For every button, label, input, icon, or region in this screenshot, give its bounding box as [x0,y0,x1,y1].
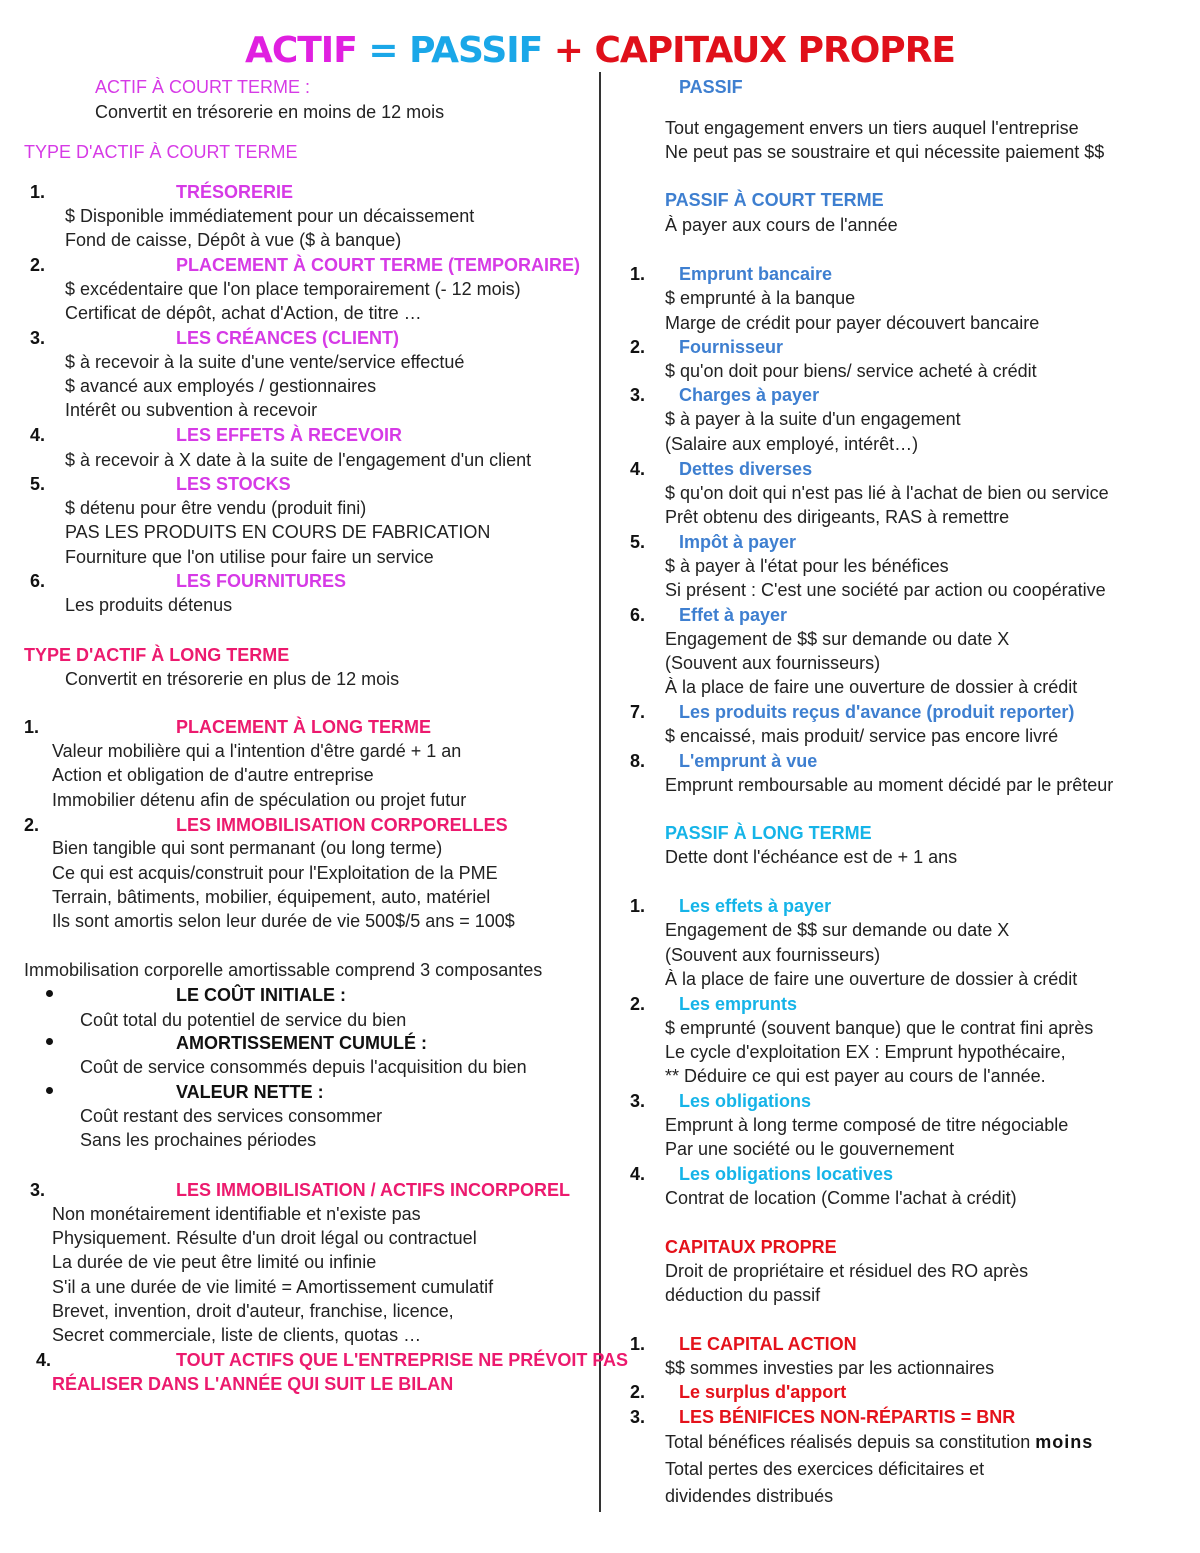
passif-heading: PASSIF [679,77,743,97]
title-equals: = [368,30,398,71]
list-item-line: Valeur mobilière qui a l'intention d'être gardé + 1 an [52,741,462,761]
list-item-title: PLACEMENT À COURT TERME (TEMPORAIRE) [176,255,580,275]
list-item-title: Dettes diverses [679,459,813,479]
passif-lt-heading: PASSIF À LONG TERME [665,823,872,843]
list-item-line: Emprunt à long terme composé de titre négociable [665,1115,1069,1135]
list-item-number: 3. [630,1407,646,1427]
list-item-title: LES EFFETS À RECEVOIR [176,425,403,445]
column-divider [599,72,601,1512]
page-title [0,30,1200,71]
bnr-line: Total pertes des exercices déficitaires et [665,1459,985,1479]
list-item-title: PLACEMENT À LONG TERME [176,717,431,737]
list-item-line: Non monétairement identifiable et n'existe pas [52,1204,421,1224]
list-item-number: 4. [630,459,646,479]
list-item-number: 3. [630,1091,646,1111]
list-item-title: LES FOURNITURES [176,571,347,591]
list-item-title: LES IMMOBILISATION CORPORELLES [176,815,508,835]
list-item-number: 2. [30,255,46,275]
list-item-number: 4. [630,1164,646,1184]
passif-ct-heading: PASSIF À COURT TERME [665,190,884,210]
list-item-line: ** Déduire ce qui est payer au cours de l'année. [665,1066,1046,1086]
list-item-line: $ qu'on doit qui n'est pas lié à l'achat de bien ou service [665,483,1109,503]
list-item-number: 2. [630,994,646,1014]
actif-lt-desc: Convertit en trésorerie en plus de 12 mois [65,669,400,689]
list-item-title: LES STOCKS [176,474,291,494]
list-item-line: Engagement de $$ sur demande ou date X [665,629,1010,649]
list-item-number: 3. [630,385,646,405]
list-item-line: $ à recevoir à X date à la suite de l'engagement d'un client [65,450,532,470]
list-item-line: Secret commerciale, liste de clients, quotas … [52,1325,422,1345]
title-plus: + [553,30,583,71]
list-item-line: Immobilier détenu afin de spéculation ou projet futur [52,790,467,810]
list-item-line: Les produits détenus [65,595,233,615]
list-item-title: Le surplus d'apport [679,1382,847,1402]
list-item-number: 3. [30,328,46,348]
list-item-number: 2. [630,1382,646,1402]
bullet-icon [46,1087,53,1094]
list-item-title: TRÉSORERIE [176,182,294,202]
list-item-title: Impôt à payer [679,532,797,552]
bullet-line: Coût restant des services consommer [80,1106,383,1126]
list-item-line: Le cycle d'exploitation EX : Emprunt hypothécaire, [665,1042,1066,1062]
list-item-number: 6. [30,571,46,591]
list-item-line: $ qu'on doit pour biens/ service acheté à crédit [665,361,1037,381]
list-item-number: 1. [24,717,40,737]
list-item-line: $ excédentaire que l'on place temporairement (- 12 mois) [65,279,521,299]
list-item-line: Prêt obtenu des dirigeants, RAS à remettre [665,507,1010,527]
list-item-line: Fourniture que l'on utilise pour faire un service [65,547,434,567]
list-item-title: Charges à payer [679,385,820,405]
list-item-line: $ détenu pour être vendu (produit fini) [65,498,367,518]
list-item-line: $$ sommes investies par les actionnaires [665,1358,995,1378]
bullet-title: LE COÛT INITIALE : [176,985,346,1005]
bullet-line: Coût de service consommés depuis l'acquisition du bien [80,1057,527,1077]
passif-lt-desc: Dette dont l'échéance est de + 1 ans [665,847,958,867]
list-item-line: Certificat de dépôt, achat d'Action, de titre … [65,303,422,323]
bnr-line-text: Total bénéfices réalisés depuis sa constitution [665,1432,1031,1452]
list-item-title: Les effets à payer [679,896,832,916]
list-item-line: $ emprunté à la banque [665,288,856,308]
immo-intro: Immobilisation corporelle amortissable comprend 3 composantes [24,960,543,980]
list-item-line: Brevet, invention, droit d'auteur, franchise, licence, [52,1301,454,1321]
list-item-line: $ à payer à la suite d'un engagement [665,409,961,429]
list-item-title: LES IMMOBILISATION / ACTIFS INCORPOREL [176,1180,570,1200]
list-item-line: Physiquement. Résulte d'un droit légal ou contractuel [52,1228,477,1248]
bullet-title: VALEUR NETTE : [176,1082,324,1102]
list-item-title: Les emprunts [679,994,798,1014]
list-item-number: 2. [630,337,646,357]
bnr-line [665,1430,1093,1454]
list-item-line: Fond de caisse, Dépôt à vue ($ à banque) [65,230,402,250]
list-item-number: 3. [30,1180,46,1200]
capitaux-heading: CAPITAUX PROPRE [665,1237,837,1257]
bnr-line: dividendes distribués [665,1486,834,1506]
list-item-number: 5. [30,474,46,494]
bullet-line: Sans les prochaines périodes [80,1130,317,1150]
list-item-number: 6. [630,605,646,625]
actif-ct-desc: Convertit en trésorerie en moins de 12 mois [95,102,445,122]
list-item-line: Bien tangible qui sont permanant (ou long terme) [52,838,443,858]
list-item-title: Les obligations [679,1091,812,1111]
list-item-title: TOUT ACTIFS QUE L'ENTREPRISE NE PRÉVOIT PAS [176,1350,628,1370]
capitaux-desc: déduction du passif [665,1285,821,1305]
list-item-line: La durée de vie peut être limité ou infinie [52,1252,377,1272]
actif-ct-heading: ACTIF À COURT TERME : [95,77,311,97]
list-item-line: S'il a une durée de vie limité = Amortissement cumulatif [52,1277,494,1297]
list-item-line: (Souvent aux fournisseurs) [665,653,881,673]
list-item-line: Ce qui est acquis/construit pour l'Exploitation de la PME [52,863,498,883]
bullet-icon [46,990,53,997]
list-item-line: À la place de faire une ouverture de dossier à crédit [665,677,1078,697]
list-item-title: LE CAPITAL ACTION [679,1334,857,1354]
list-item-line: $ emprunté (souvent banque) que le contrat fini après [665,1018,1094,1038]
list-item-line: Action et obligation de d'autre entreprise [52,765,374,785]
list-item-number: 7. [630,702,646,722]
list-item-line: Emprunt remboursable au moment décidé par le prêteur [665,775,1114,795]
list-item-line: $ encaissé, mais produit/ service pas encore livré [665,726,1059,746]
list-item-number: 4. [30,425,46,445]
list-item-number: 1. [630,896,646,916]
list-item-line: PAS LES PRODUITS EN COURS DE FABRICATION [65,522,491,542]
list-item-title: Les obligations locatives [679,1164,894,1184]
actif-ct-type: TYPE D'ACTIF À COURT TERME [24,142,298,162]
bullet-line: Coût total du potentiel de service du bien [80,1010,407,1030]
list-item-line: $ à payer à l'état pour les bénéfices [665,556,949,576]
list-item-line: Si présent : C'est une société par action ou coopérative [665,580,1106,600]
list-item-title: Effet à payer [679,605,788,625]
list-item-number: 2. [24,815,40,835]
list-item-number: 5. [630,532,646,552]
title-capitaux: CAPITAUX PROPRE [594,30,956,71]
list-item-line: $ avancé aux employés / gestionnaires [65,376,377,396]
title-actif: ACTIF [244,30,357,71]
list-item-line: Engagement de $$ sur demande ou date X [665,920,1010,940]
list-item-title: LES BÉNIFICES NON-RÉPARTIS = BNR [679,1407,1016,1427]
list-item-number: 1. [630,264,646,284]
bullet-icon [46,1038,53,1045]
list-item-title: Fournisseur [679,337,784,357]
list-item-number: 1. [630,1334,646,1354]
list-item-line: Marge de crédit pour payer découvert bancaire [665,313,1040,333]
actif-lt-type: TYPE D'ACTIF À LONG TERME [24,645,290,665]
list-item-number: 1. [30,182,46,202]
list-item-title: Emprunt bancaire [679,264,833,284]
passif-desc: Tout engagement envers un tiers auquel l'entreprise [665,118,1079,138]
list-item-line: Terrain, bâtiments, mobilier, équipement, auto, matériel [52,887,491,907]
passif-desc: Ne peut pas se soustraire et qui nécessite paiement $$ [665,142,1105,162]
list-item-number: 4. [36,1350,52,1370]
list-item-title: Les produits reçus d'avance (produit reporter) [679,702,1075,722]
list-item-number: 8. [630,751,646,771]
list-item-line: (Souvent aux fournisseurs) [665,945,881,965]
list-item-line: $ à recevoir à la suite d'une vente/service effectué [65,352,465,372]
list-item-line: Intérêt ou subvention à recevoir [65,400,318,420]
passif-ct-desc: À payer aux cours de l'année [665,215,898,235]
list-item-line: Ils sont amortis selon leur durée de vie 500$/5 ans = 100$ [52,911,515,931]
bullet-title: AMORTISSEMENT CUMULÉ : [176,1033,427,1053]
title-passif: PASSIF [409,30,543,71]
list-item-title: L'emprunt à vue [679,751,818,771]
capitaux-desc: Droit de propriétaire et résiduel des RO après [665,1261,1029,1281]
list-item-line: $ Disponible immédiatement pour un décaissement [65,206,475,226]
list-item-title: LES CRÉANCES (CLIENT) [176,328,400,348]
list-item-line: À la place de faire une ouverture de dossier à crédit [665,969,1078,989]
list-item-title-cont: RÉALISER DANS L'ANNÉE QUI SUIT LE BILAN [52,1374,454,1394]
bnr-moins: moins [1035,1432,1094,1452]
list-item-line: Contrat de location (Comme l'achat à crédit) [665,1188,1017,1208]
list-item-line: (Salaire aux employé, intérêt…) [665,434,919,454]
list-item-line: Par une société ou le gouvernement [665,1139,955,1159]
